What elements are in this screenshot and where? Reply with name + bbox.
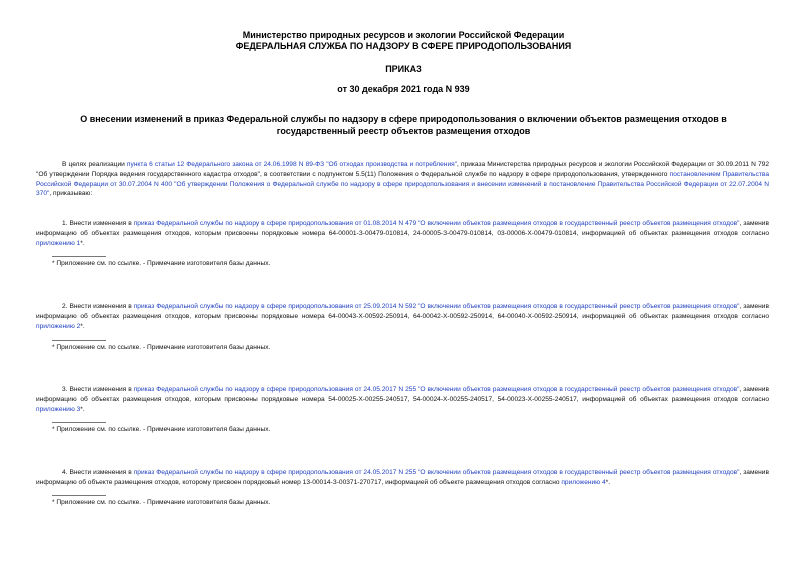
order-item-1 (36, 219, 769, 248)
item-4-pre: 4. Внести изменения в (62, 469, 134, 476)
item-3-order-link[interactable]: приказ Федеральной службы по надзору в сфере природопользования от 24.05.2017 N 255 "О включении объектов размещения отходов в государственный реестр объектов размещения отходов" (133, 386, 740, 393)
doc-type: ПРИКАЗ (385, 64, 422, 74)
footnote-divider-4 (52, 495, 106, 496)
order-item-3 (36, 385, 769, 414)
intro-text-2: , приказа Министерства природных ресурсов и экологии Российской Федерации от 30.09.2011 N 792 "Об утверждении Порядка ведения государственного кадастра отходов", в соответствии с подпунктом 5.5(11) Положения о Федеральной службе по надзору в сфере природопользования, утвержденного (36, 161, 770, 178)
item-1-pre: 1. Внести изменения в (62, 220, 134, 227)
document-title: О внесении изменений в приказ Федеральной службы по надзору в сфере природопользования о включении объектов размещения отходов в государственный реестр объектов размещения отходов (80, 114, 727, 136)
item-4-post: *. (605, 478, 611, 486)
appendix-1-link[interactable]: приложению 1 (36, 239, 81, 247)
item-4-text: , заменив информацию об объекте размещения отходов, которому присвоен порядковый номер 13-00014-З-00371-270717, информацией об объекте размещения отходов согласно (36, 469, 769, 486)
item-2-text: , заменив информацию об объектах размещения отходов, которым присвоены порядковые номера 64-00043-Х-00592-250914, 64-00042-Х-00592-250914, 64-00040-Х-00592-250914, информацией об объектах размещения отходов согласно (36, 303, 769, 320)
order-item-4 (36, 468, 769, 488)
appendix-2-link[interactable]: приложению 2 (36, 322, 81, 330)
intro-paragraph (36, 160, 769, 199)
item-2-pre: 2. Внести изменения в (62, 303, 134, 310)
item-2-order-link[interactable]: приказ Федеральной службы по надзору в сфере природопользования от 25.09.2014 N 592 "О включении объектов размещения отходов в государственный реестр объектов размещения отходов" (133, 303, 740, 310)
item-2-post: *. (80, 322, 85, 330)
footnote-2: * Приложение см. по ссылке. - Примечание изготовителя базы данных. (52, 344, 271, 351)
item-1-post: *. (80, 239, 85, 247)
item-4-order-link[interactable]: приказ Федеральной службы по надзору в сфере природопользования от 24.05.2017 N 255 "О включении объектов размещения отходов в государственный реестр объектов размещения отходов" (133, 469, 740, 476)
item-3-pre: 3. Внести изменения в (62, 386, 134, 393)
service-name: ФЕДЕРАЛЬНАЯ СЛУЖБА ПО НАДЗОРУ В СФЕРЕ ПРИРОДОПОЛЬЗОВАНИЯ (235, 41, 572, 51)
intro-text-3: , приказываю: (49, 190, 93, 198)
footnote-divider-3 (52, 422, 106, 423)
footnote-divider-2 (52, 340, 106, 341)
footnote-3: * Приложение см. по ссылке. - Примечание изготовителя базы данных. (52, 426, 271, 433)
footnote-4: * Приложение см. по ссылке. - Примечание изготовителя базы данных. (52, 499, 271, 506)
item-1-text: , заменив информацию об объектах размещения отходов, которым присвоены порядковые номера 64-00001-З-00479-010814, 24-00005-З-00479-010814, 03-00006-Х-00479-010814, информацией об объектах размещения отходов согласно (36, 220, 769, 237)
order-item-2 (36, 302, 769, 331)
item-3-post: *. (80, 405, 85, 413)
government-decree-link[interactable]: постановлением Правительства Российской Федерации от 30.07.2004 N 400 "Об утверждении Положения о Федеральной службе по надзору в сфере природопользования и внесении изменений в постановление Правительства Российской Федерации от 22.07.2004 N 370" (36, 170, 769, 198)
footnote-1: * Приложение см. по ссылке. - Примечание изготовителя базы данных. (52, 260, 271, 267)
doc-date: от 30 декабря 2021 года N 939 (337, 84, 470, 94)
footnote-divider-1 (52, 256, 106, 257)
appendix-3-link[interactable]: приложению 3 (36, 405, 81, 413)
item-3-text: , заменив информацию об объектах размещения отходов, которым присвоены порядковые номера 54-00025-Х-00255-240517, 54-00024-Х-00255-240517, 54-00023-Х-00255-240517, информацией об объектах размещения отходов согласно (36, 386, 769, 403)
intro-text-1: В целях реализации (62, 161, 127, 168)
appendix-4-link[interactable]: приложению 4 (561, 478, 606, 486)
item-1-order-link[interactable]: приказ Федеральной службы по надзору в сфере природопользования от 01.08.2014 N 479 "О включении объектов размещения отходов в государственный реестр объектов размещения отходов" (133, 220, 740, 227)
ministry-name: Министерство природных ресурсов и экологии Российской Федерации (242, 30, 565, 40)
law-89fz-link[interactable]: пункта 6 статьи 12 Федерального закона от 24.06.1998 N 89-ФЗ "Об отходах производства и потребления" (126, 161, 458, 168)
